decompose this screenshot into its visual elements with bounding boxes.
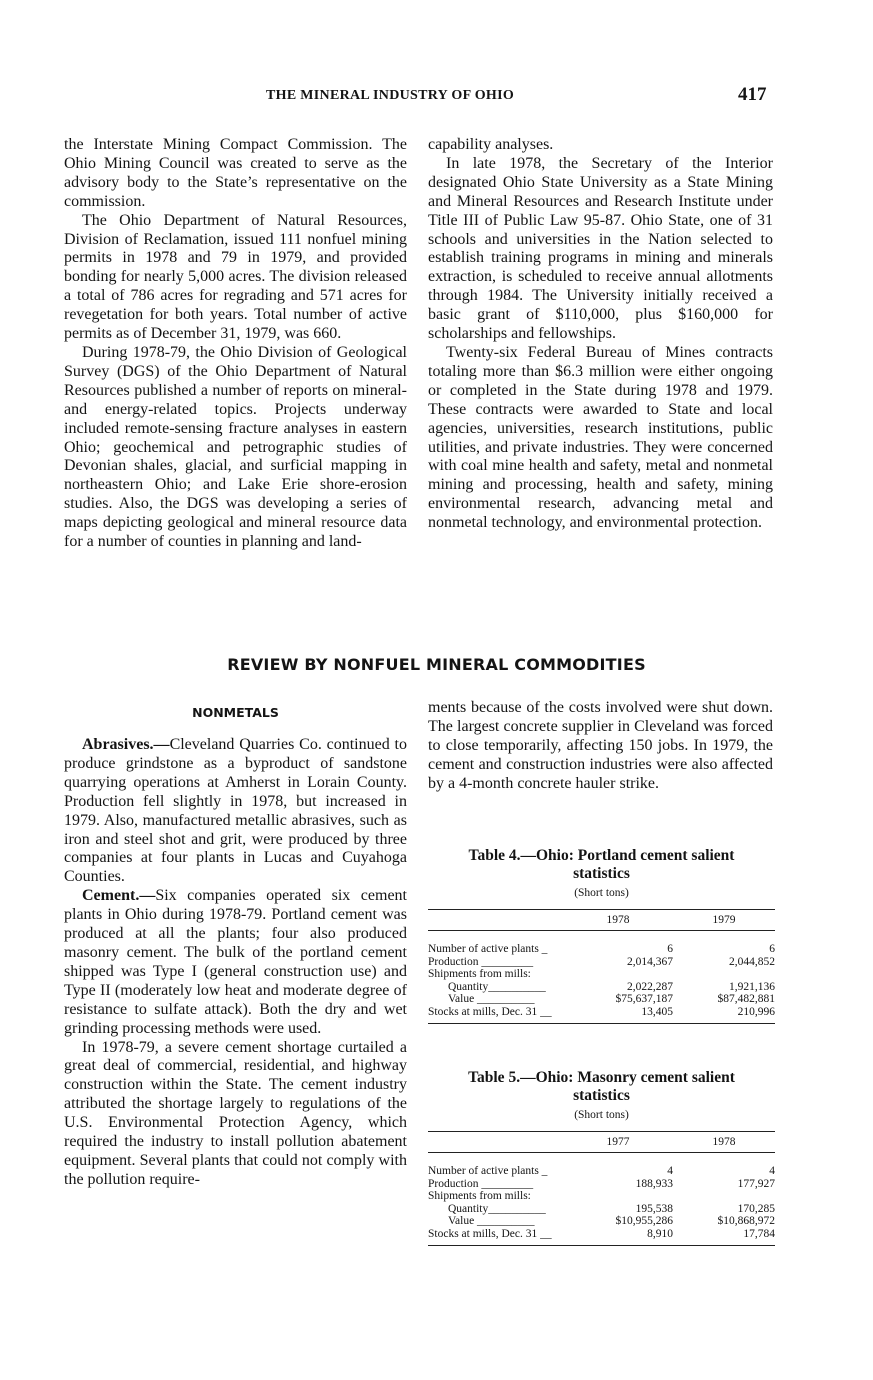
cell-value: 13,405	[641, 1005, 673, 1018]
paragraph-text: Cleveland Quarries Co. continued to produce grindstone as a byproduct of sandstone quarrying operations at Amherst in Lorain County. Production fell slightly in 1978, but increased in 1979. Also, manufactured metallic abrasives, such as iron and steel shot and grit, were produced by three companies at four plants in Lucas and Cuyahoga Counties.	[64, 736, 407, 886]
table-grid	[428, 1131, 775, 1246]
table-row	[428, 956, 775, 969]
table-title-line: Table 4.—Ohio: Portland cement salient	[468, 847, 735, 864]
paragraph: capability analyses.	[428, 136, 554, 153]
row-label: Production _________	[428, 1177, 534, 1190]
cell-value: $10,955,286	[615, 1215, 673, 1228]
paragraph: The Ohio Department of Natural Resources, Division of Reclamation, issued 111 nonfuel mining permits in 1978 and 79 in 1979, and provided bonding for nearly 5,000 acres. The division released a total of 786 acres for regrading and 571 acres for revegetation for both years. Total number of active permits as of December 31, 1979, was 660.	[64, 211, 407, 343]
table-title	[428, 1069, 775, 1105]
table-body	[428, 931, 775, 1023]
cell-value: $10,868,972	[717, 1215, 775, 1228]
cell-value: 17,784	[743, 1227, 775, 1240]
cell-value: $87,482,881	[717, 993, 775, 1006]
cell-value: 1,921,136	[729, 980, 775, 993]
page-number: 417	[738, 84, 767, 105]
table-row	[428, 1178, 775, 1191]
column-header: 1979	[712, 914, 736, 926]
page-header	[0, 86, 873, 110]
paragraph-cement	[64, 887, 407, 1038]
paragraph: In late 1978, the Secretary of the Interior designated Ohio State University as a State Mining and Mineral Resources and Research Institute under Title III of Public Law 95-87. Ohio State, one of 31 schools and universities in the Nation selected to establish training programs in mining and minerals extraction, is scheduled to receive annual allotments through 1984. The University initially received a basic grant of $110,000, plus $160,000 for scholarships and fellowships.	[428, 154, 773, 343]
bottom-left-column	[64, 736, 407, 1190]
paragraph: ments because of the costs involved were shut down. The largest concrete supplier in Cleveland was forced to close temporarily, affecting 150 jobs. In 1979, the cement and construction industries were also affected by a 4-month concrete hauler strike.	[428, 699, 773, 792]
table-header-row	[428, 1132, 775, 1153]
row-label: Stocks at mills, Dec. 31 __	[428, 1005, 552, 1018]
table-row	[428, 968, 775, 981]
cell-value	[583, 968, 673, 981]
paragraph-text: Six companies operated six cement plants in Ohio during 1978-79. Portland cement was produced at all the plants; four also produced masonry cement. The bulk of the portland cement shipped was Type I (general construction use) and Type II (moderately low heat and moderate degree of resistance to sulfate attack). Both the dry and wet grinding processing methods were used.	[64, 887, 407, 1037]
cell-value: 2,022,287	[627, 980, 673, 993]
cell-value: 6	[667, 943, 673, 955]
column-header: 1978	[712, 1136, 736, 1148]
cell-value: 4	[769, 1165, 775, 1177]
run-in-heading: Abrasives.—	[82, 736, 170, 753]
row-label: Shipments from mills:	[428, 968, 531, 981]
row-label: Stocks at mills, Dec. 31 __	[428, 1227, 552, 1240]
cell-value: 188,933	[635, 1177, 673, 1190]
row-label: Quantity__________	[448, 1202, 546, 1215]
cell-value: 2,044,852	[729, 955, 775, 968]
cell-value: 4	[667, 1165, 673, 1177]
table-row	[428, 1190, 775, 1203]
table-title-line: Table 5.—Ohio: Masonry cement salient	[468, 1069, 735, 1086]
table-unit: (Short tons)	[574, 1109, 629, 1121]
row-label: Value __________	[448, 993, 535, 1006]
cell-value: $75,637,187	[615, 993, 673, 1006]
column-header: 1977	[606, 1136, 630, 1148]
top-right-column	[428, 136, 773, 533]
row-label: Number of active plants _	[428, 943, 548, 955]
paragraph-abrasives	[64, 736, 407, 887]
table-unit: (Short tons)	[574, 887, 629, 899]
bottom-right-column	[428, 699, 773, 794]
section-title: REVIEW BY NONFUEL MINERAL COMMODITIES	[227, 655, 646, 674]
cell-value: 6	[769, 943, 775, 955]
cell-value	[673, 1190, 775, 1203]
table-title	[428, 847, 775, 883]
table-row	[428, 943, 775, 956]
cell-value: 170,285	[737, 1202, 775, 1215]
table-4	[428, 847, 775, 1024]
table-row	[428, 981, 775, 994]
table-header-row	[428, 910, 775, 931]
table-title-line: statistics	[573, 865, 630, 882]
row-label: Production _________	[428, 955, 534, 968]
table-row	[428, 1228, 775, 1241]
table-body	[428, 1153, 775, 1245]
cell-value	[583, 1190, 673, 1203]
paragraph: In 1978-79, a severe cement shortage curtailed a great deal of commercial, residential, and highway construction within the State. The cement industry attributed the shortage largely to regulations of the U.S. Environmental Protection Agency, which required the industry to install pollution abatement equipment. Several plants that could not comply with the pollution require-	[64, 1038, 407, 1188]
cell-value: 8,910	[647, 1227, 673, 1240]
row-label: Number of active plants _	[428, 1165, 548, 1177]
subsection-title: NONMETALS	[192, 705, 279, 720]
run-in-heading: Cement.—	[82, 887, 156, 905]
table-title-line: statistics	[573, 1087, 630, 1104]
paragraph: During 1978-79, the Ohio Division of Geological Survey (DGS) of the Ohio Department of Natural Resources published a number of reports on mineral- and energy-related topics. Projects underway included remote-sensing fracture analyses in eastern Ohio; geochemical and petrographic studies of Devonian shales, glacial, and surficial mapping in northeastern Ohio; and Lake Erie shore-erosion studies. Also, the DGS was developing a series of maps depicting geological and mineral resource data for a number of counties in planning and land-	[64, 343, 407, 551]
cell-value: 177,927	[737, 1177, 775, 1190]
table-row	[428, 1006, 775, 1019]
running-title: THE MINERAL INDUSTRY OF OHIO	[266, 88, 515, 103]
cell-value	[673, 968, 775, 981]
paragraph: the Interstate Mining Compact Commission. The Ohio Mining Council was created to serve as the advisory body to the State’s representative on the commission.	[64, 136, 407, 210]
cell-value: 195,538	[635, 1202, 673, 1215]
row-label: Quantity__________	[448, 980, 546, 993]
table-row	[428, 1215, 775, 1228]
cell-value: 2,014,367	[627, 955, 673, 968]
table-5	[428, 1069, 775, 1246]
table-grid	[428, 909, 775, 1024]
table-row	[428, 993, 775, 1006]
cell-value: 210,996	[737, 1005, 775, 1018]
top-left-column	[64, 136, 407, 552]
paragraph: Twenty-six Federal Bureau of Mines contracts totaling more than $6.3 million were either ongoing or completed in the State during 1978 and 1979. These contracts were awarded to State and local agencies, universities, research institutions, public utilities, and private industries. They were concerned with coal mine health and safety, metal and nonmetal mining and processing, health and safety, mining environmental research, advancing metal and nonmetal technology, and environmental protection.	[428, 343, 773, 532]
table-row	[428, 1165, 775, 1178]
row-label: Shipments from mills:	[428, 1190, 531, 1203]
row-label: Value __________	[448, 1215, 535, 1228]
column-header: 1978	[606, 914, 630, 926]
table-row	[428, 1203, 775, 1216]
